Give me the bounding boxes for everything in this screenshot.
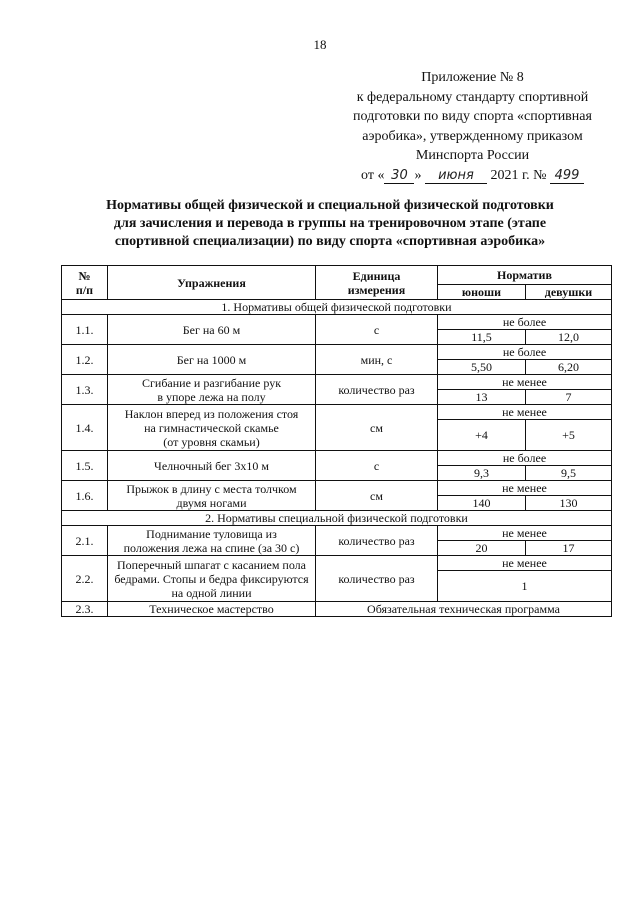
row-number: 1.3. [62,375,108,405]
header-row [62,266,612,285]
girls-value: 6,20 [526,360,612,375]
row-number: 1.5. [62,451,108,481]
exercise-cell: Бег на 1000 м [108,345,316,375]
title-line-3: спортивной специализации) по виду спорта «спортивная аэробика» [114,234,546,249]
unit-cell: с [316,315,438,345]
unit-cell: количество раз [316,526,438,556]
section-heading: 1. Нормативы общей физической подготовки [62,300,612,315]
table-row [62,375,612,390]
date-year: 2021 г. № [490,167,547,183]
appendix-line-1: Приложение № 8 [421,70,524,85]
unit-cell: см [316,405,438,451]
appendix-line-4: аэробика», утвержденному приказом [362,128,583,144]
row-number: 1.6. [62,481,108,511]
date-day: 30 [384,169,414,184]
header-unit: Единица измерения [316,266,438,300]
table-row [62,526,612,541]
order-number: 499 [550,169,584,184]
both-value: 1 [438,571,612,602]
row-number: 1.1. [62,315,108,345]
girls-value: 9,5 [526,466,612,481]
unit-cell: мин, с [316,345,438,375]
table-row [62,556,612,571]
date-mid: » [414,167,422,183]
condition-cell: не менее [438,526,612,541]
row-number: 1.4. [62,405,108,451]
condition-cell: не менее [438,556,612,571]
norm-text-cell: Обязательная техническая программа [316,602,612,617]
table-row [62,315,612,330]
girls-value: 12,0 [526,330,612,345]
row-number: 2.1. [62,526,108,556]
title-line-1: Нормативы общей физической и специальной физической подготовки [106,198,554,213]
exercise-cell: Сгибание и разгибание рук в упоре лежа на полу [108,375,316,405]
boys-value: 9,3 [438,466,526,481]
header-number: № п/п [62,266,108,300]
boys-value: 11,5 [438,330,526,345]
date-prefix: от « [361,167,385,183]
exercise-cell: Челночный бег 3х10 м [108,451,316,481]
norms-table [61,265,612,617]
condition-cell: не менее [438,481,612,496]
condition-cell: не менее [438,375,612,390]
appendix-line-3: подготовки по виду спорта «спортивная [353,109,592,124]
table-row [62,451,612,466]
document-title [60,197,600,251]
exercise-cell: Техническое мастерство [108,602,316,617]
condition-cell: не менее [438,405,612,420]
condition-cell: не более [438,345,612,360]
appendix-line-5: Минспорта России [415,148,530,163]
girls-value: +5 [526,420,612,451]
appendix-line-2: к федеральному стандарту спортивной [356,89,589,105]
row-number: 2.3. [62,602,108,617]
header-norm: Норматив [438,266,612,285]
table-row [62,602,612,617]
table-row [62,481,612,496]
boys-value: 5,50 [438,360,526,375]
unit-cell: количество раз [316,556,438,602]
girls-value: 130 [526,496,612,511]
boys-value: +4 [438,420,526,451]
girls-value: 17 [526,541,612,556]
header-exercise: Упражнения [108,266,316,300]
table-row [62,405,612,420]
exercise-cell: Наклон вперед из положения стоя на гимнастической скамье (от уровня скамьи) [108,405,316,451]
condition-cell: не более [438,315,612,330]
section-heading: 2. Нормативы специальной физической подготовки [62,511,612,526]
appendix-header [330,68,615,185]
header-boys: юноши [438,285,526,300]
boys-value: 20 [438,541,526,556]
boys-value: 13 [438,390,526,405]
exercise-cell: Поперечный шпагат с касанием пола бедрами. Стопы и бедра фиксируются на одной линии [108,556,316,602]
boys-value: 140 [438,496,526,511]
title-line-2: для зачисления и перевода в группы на тренировочном этапе (этапе [113,216,547,231]
exercise-cell: Поднимание туловища из положения лежа на спине (за 30 с) [108,526,316,556]
unit-cell: с [316,451,438,481]
exercise-cell: Бег на 60 м [108,315,316,345]
row-number: 1.2. [62,345,108,375]
appendix-date-line [330,166,615,186]
girls-value: 7 [526,390,612,405]
exercise-cell: Прыжок в длину с места толчком двумя ногами [108,481,316,511]
condition-cell: не более [438,451,612,466]
unit-cell: см [316,481,438,511]
page-number: 18 [313,37,327,52]
section-row-2 [62,511,612,526]
header-girls: девушки [526,285,612,300]
unit-cell: количество раз [316,375,438,405]
date-month: июня [425,169,487,184]
row-number: 2.2. [62,556,108,602]
section-row-1 [62,300,612,315]
table-row [62,345,612,360]
